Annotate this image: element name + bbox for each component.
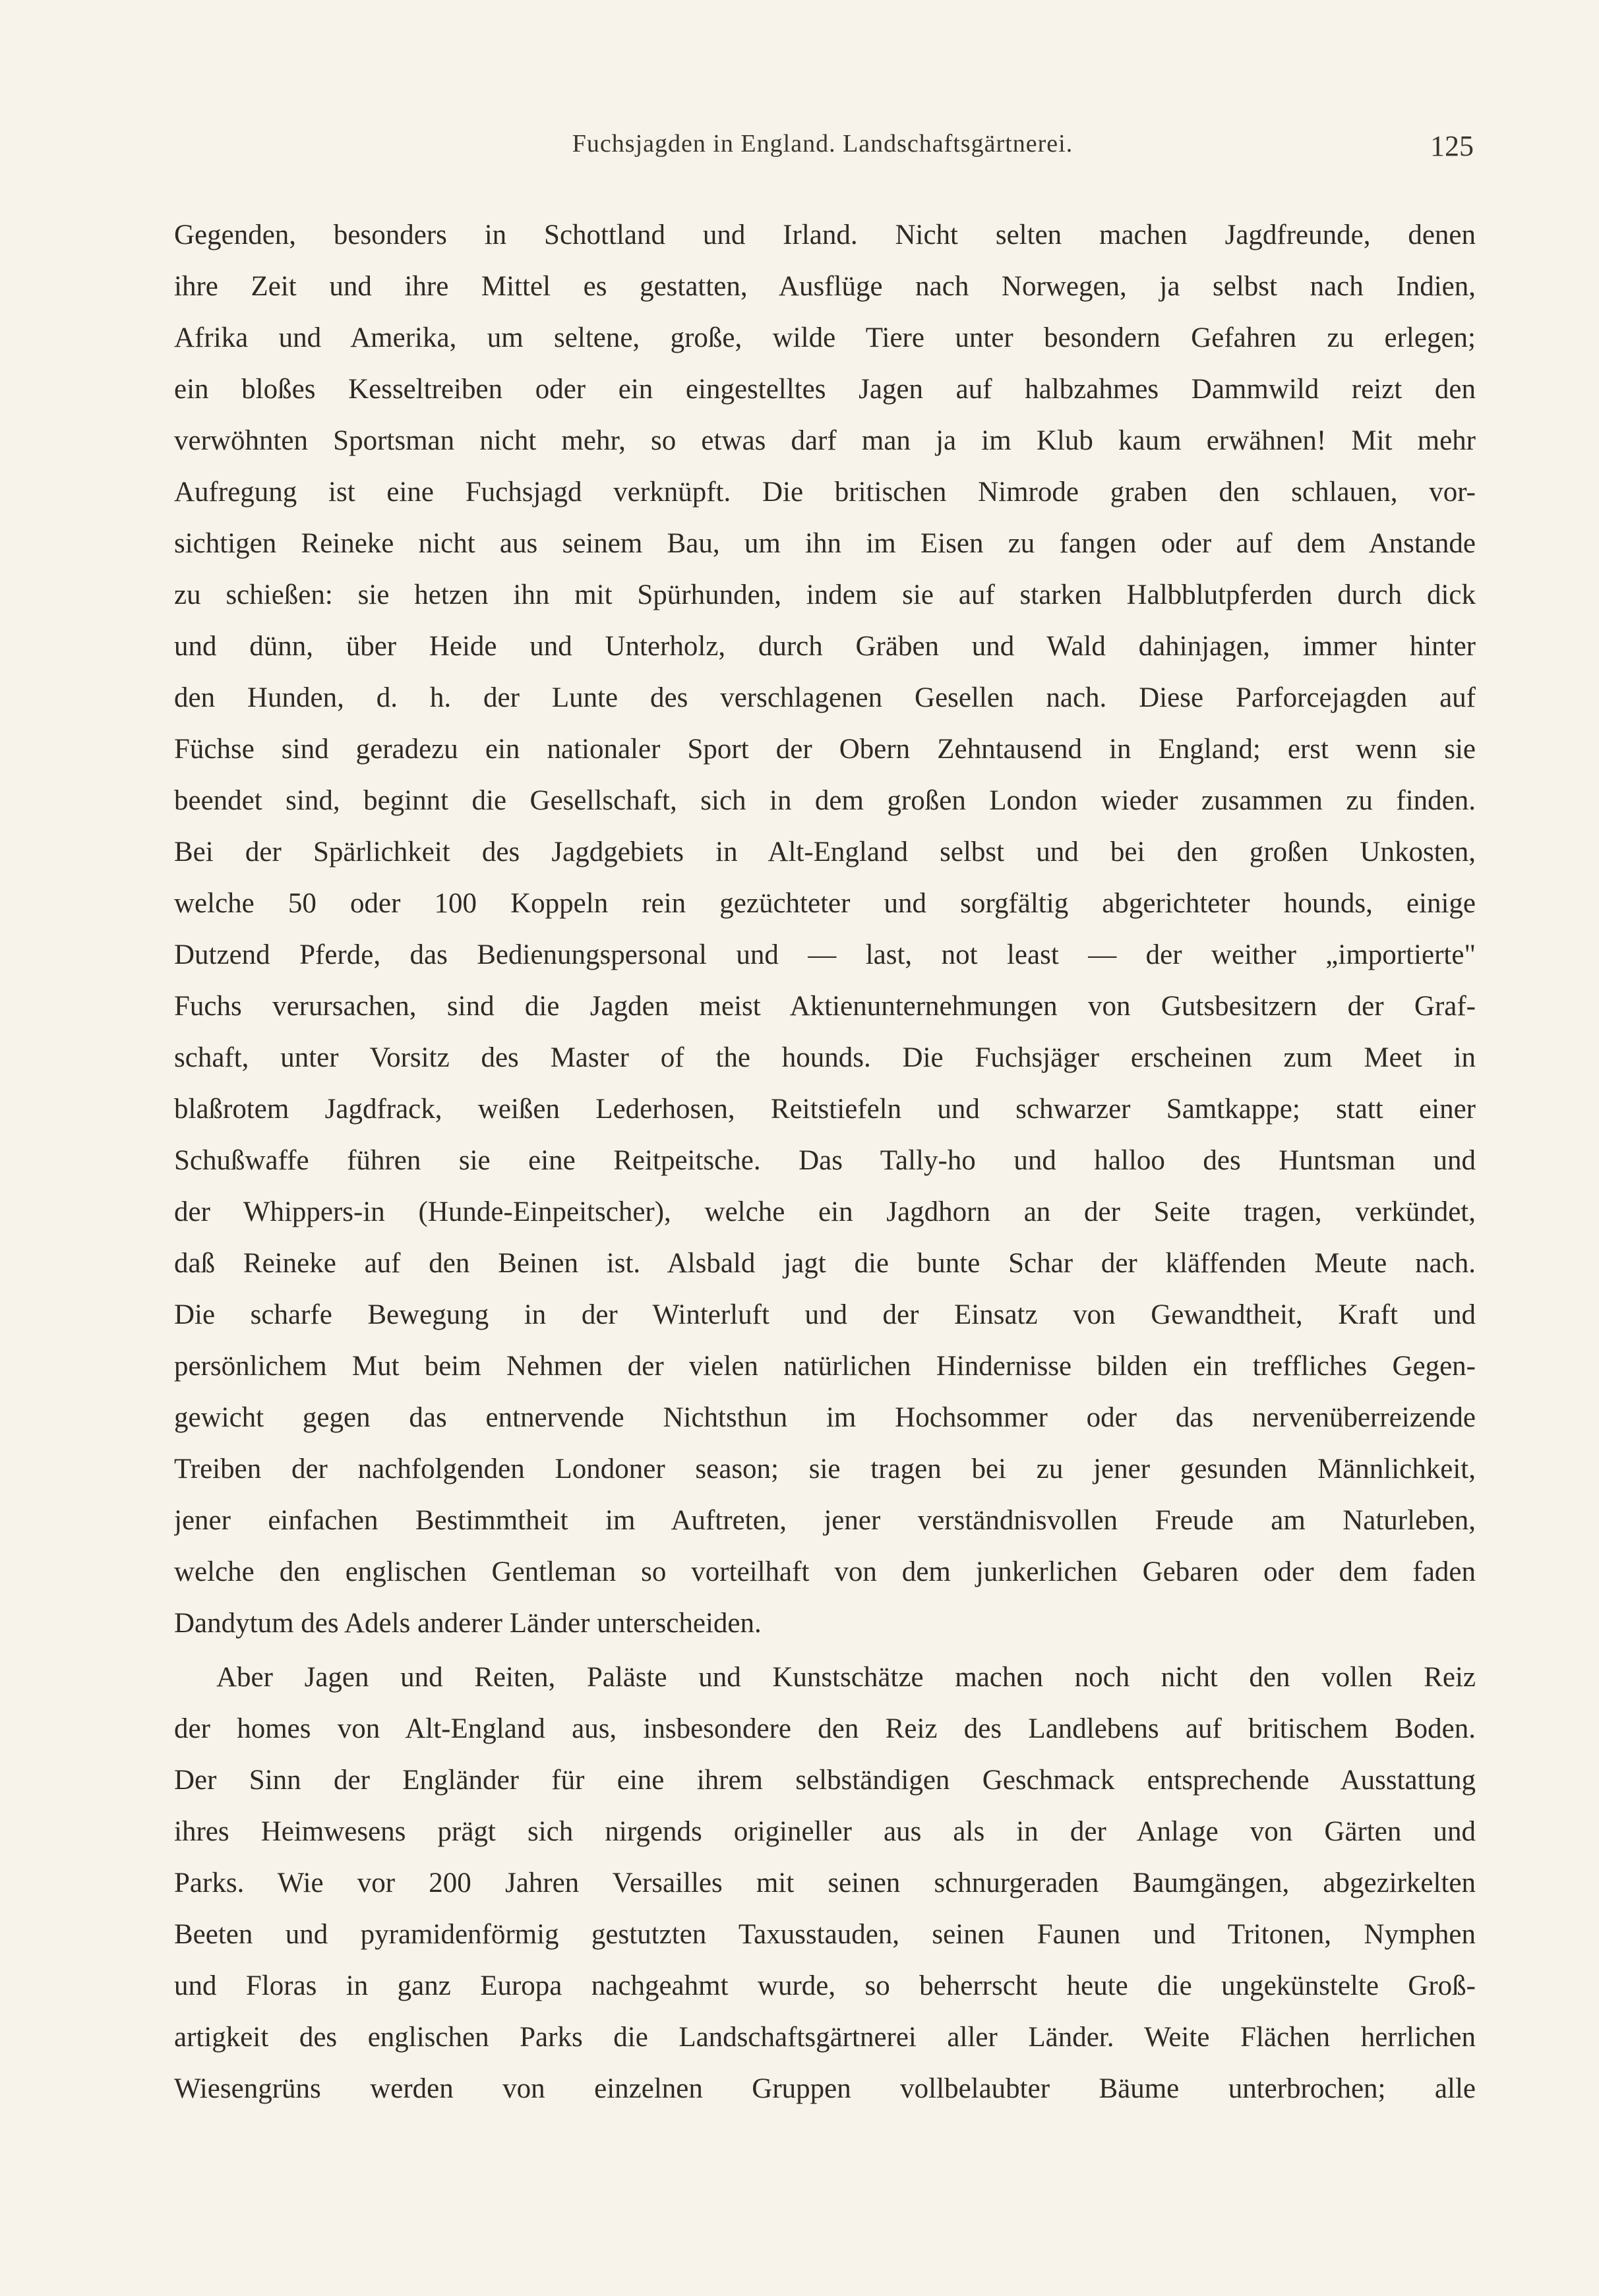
text-line: Aufregung ist eine Fuchsjagd verknüpft. Die britischen Nimrode graben den schlauen, vor- bbox=[174, 477, 1476, 508]
text-line: der homes von Alt-England aus, insbesondere den Reiz des Landlebens auf britischem Boden. bbox=[174, 1713, 1476, 1744]
text-line: den Hunden, d. h. der Lunte des verschlagenen Gesellen nach. Diese Parforcejagden auf bbox=[174, 682, 1476, 713]
text-line: ihres Heimwesens prägt sich nirgends origineller aus als in der Anlage von Gärten und bbox=[174, 1816, 1476, 1847]
text-line: Afrika und Amerika, um seltene, große, wilde Tiere unter besondern Gefahren zu erlegen; bbox=[174, 322, 1476, 353]
paragraph-2 bbox=[174, 1652, 1476, 2115]
running-title: Fuchsjagden in England. Landschaftsgärtnerei. bbox=[572, 130, 1073, 158]
text-line: Treiben der nachfolgenden Londoner season; sie tragen bei zu jener gesunden Männlichkeit, bbox=[174, 1454, 1476, 1485]
text-line: der Whippers-in (Hunde-Einpeitscher), welche ein Jagdhorn an der Seite tragen, verkündet, bbox=[174, 1196, 1476, 1227]
text-line: Wiesengrüns werden von einzelnen Gruppen vollbelaubter Bäume unterbrochen; alle bbox=[174, 2073, 1476, 2104]
text-line: daß Reineke auf den Beinen ist. Alsbald jagt die bunte Schar der kläffenden Meute nach. bbox=[174, 1248, 1476, 1279]
text-line: artigkeit des englischen Parks die Landschaftsgärtnerei aller Länder. Weite Flächen herrlichen bbox=[174, 2022, 1476, 2053]
text-line: Fuchs verursachen, sind die Jagden meist Aktienunternehmungen von Gutsbesitzern der Graf- bbox=[174, 991, 1476, 1022]
text-line: Schußwaffe führen sie eine Reitpeitsche. Das Tally-ho und halloo des Huntsman und bbox=[174, 1145, 1476, 1176]
text-line: Die scharfe Bewegung in der Winterluft und der Einsatz von Gewandtheit, Kraft und bbox=[174, 1299, 1476, 1330]
running-head bbox=[171, 129, 1474, 169]
text-line: und Floras in ganz Europa nachgeahmt wurde, so beherrscht heute die ungekünstelte Groß- bbox=[174, 1970, 1476, 2001]
text-line: blaßrotem Jagdfrack, weißen Lederhosen, Reitstiefeln und schwarzer Samtkappe; statt einer bbox=[174, 1094, 1476, 1125]
text-line: Aber Jagen und Reiten, Paläste und Kunstschätze machen noch nicht den vollen Reiz bbox=[216, 1662, 1476, 1693]
text-line: Gegenden, besonders in Schottland und Irland. Nicht selten machen Jagdfreunde, denen bbox=[174, 220, 1476, 250]
text-line: ein bloßes Kesseltreiben oder ein eingestelltes Jagen auf halbzahmes Dammwild reizt den bbox=[174, 374, 1476, 405]
text-line: persönlichem Mut beim Nehmen der vielen natürlichen Hindernisse bilden ein treffliches Gegen- bbox=[174, 1351, 1476, 1382]
text-line: Dandytum des Adels anderer Länder unterscheiden. bbox=[174, 1608, 762, 1639]
text-line: schaft, unter Vorsitz des Master of the hounds. Die Fuchsjäger erscheinen zum Meet in bbox=[174, 1042, 1476, 1073]
text-line: verwöhnten Sportsman nicht mehr, so etwas darf man ja im Klub kaum erwähnen! Mit mehr bbox=[174, 425, 1476, 456]
text-line: Füchse sind geradezu ein nationaler Sport der Obern Zehntausend in England; erst wenn sie bbox=[174, 734, 1476, 765]
text-line: beendet sind, beginnt die Gesellschaft, sich in dem großen London wieder zusammen zu finden. bbox=[174, 785, 1476, 816]
text-line: gewicht gegen das entnervende Nichtsthun im Hochsommer oder das nervenüberreizende bbox=[174, 1402, 1476, 1433]
text-line: sichtigen Reineke nicht aus seinem Bau, um ihn im Eisen zu fangen oder auf dem Anstande bbox=[174, 528, 1476, 559]
text-line: jener einfachen Bestimmtheit im Auftreten, jener verständnisvollen Freude am Naturleben, bbox=[174, 1505, 1476, 1536]
text-line: zu schießen: sie hetzen ihn mit Spürhunden, indem sie auf starken Halbblutpferden durch dick bbox=[174, 579, 1476, 610]
body-text bbox=[174, 210, 1476, 2115]
text-line: und dünn, über Heide und Unterholz, durch Gräben und Wald dahinjagen, immer hinter bbox=[174, 631, 1476, 662]
text-line: welche den englischen Gentleman so vorteilhaft von dem junkerlichen Gebaren oder dem faden bbox=[174, 1556, 1476, 1587]
text-line: Bei der Spärlichkeit des Jagdgebiets in Alt-England selbst und bei den großen Unkosten, bbox=[174, 837, 1476, 868]
text-line: welche 50 oder 100 Koppeln rein gezüchteter und sorgfältig abgerichteter hounds, einige bbox=[174, 888, 1476, 919]
text-line: Der Sinn der Engländer für eine ihrem selbständigen Geschmack entsprechende Ausstattung bbox=[174, 1765, 1476, 1796]
paragraph-1 bbox=[174, 210, 1476, 1649]
text-line: Dutzend Pferde, das Bedienungspersonal und — last, not least — der weither „importierte" bbox=[174, 939, 1476, 970]
page-number: 125 bbox=[1430, 130, 1474, 162]
text-line: Beeten und pyramidenförmig gestutzten Taxusstauden, seinen Faunen und Tritonen, Nymphen bbox=[174, 1919, 1476, 1950]
text-line: ihre Zeit und ihre Mittel es gestatten, Ausflüge nach Norwegen, ja selbst nach Indien, bbox=[174, 271, 1476, 302]
text-line: Parks. Wie vor 200 Jahren Versailles mit seinen schnurgeraden Baumgängen, abgezirkelten bbox=[174, 1868, 1476, 1899]
